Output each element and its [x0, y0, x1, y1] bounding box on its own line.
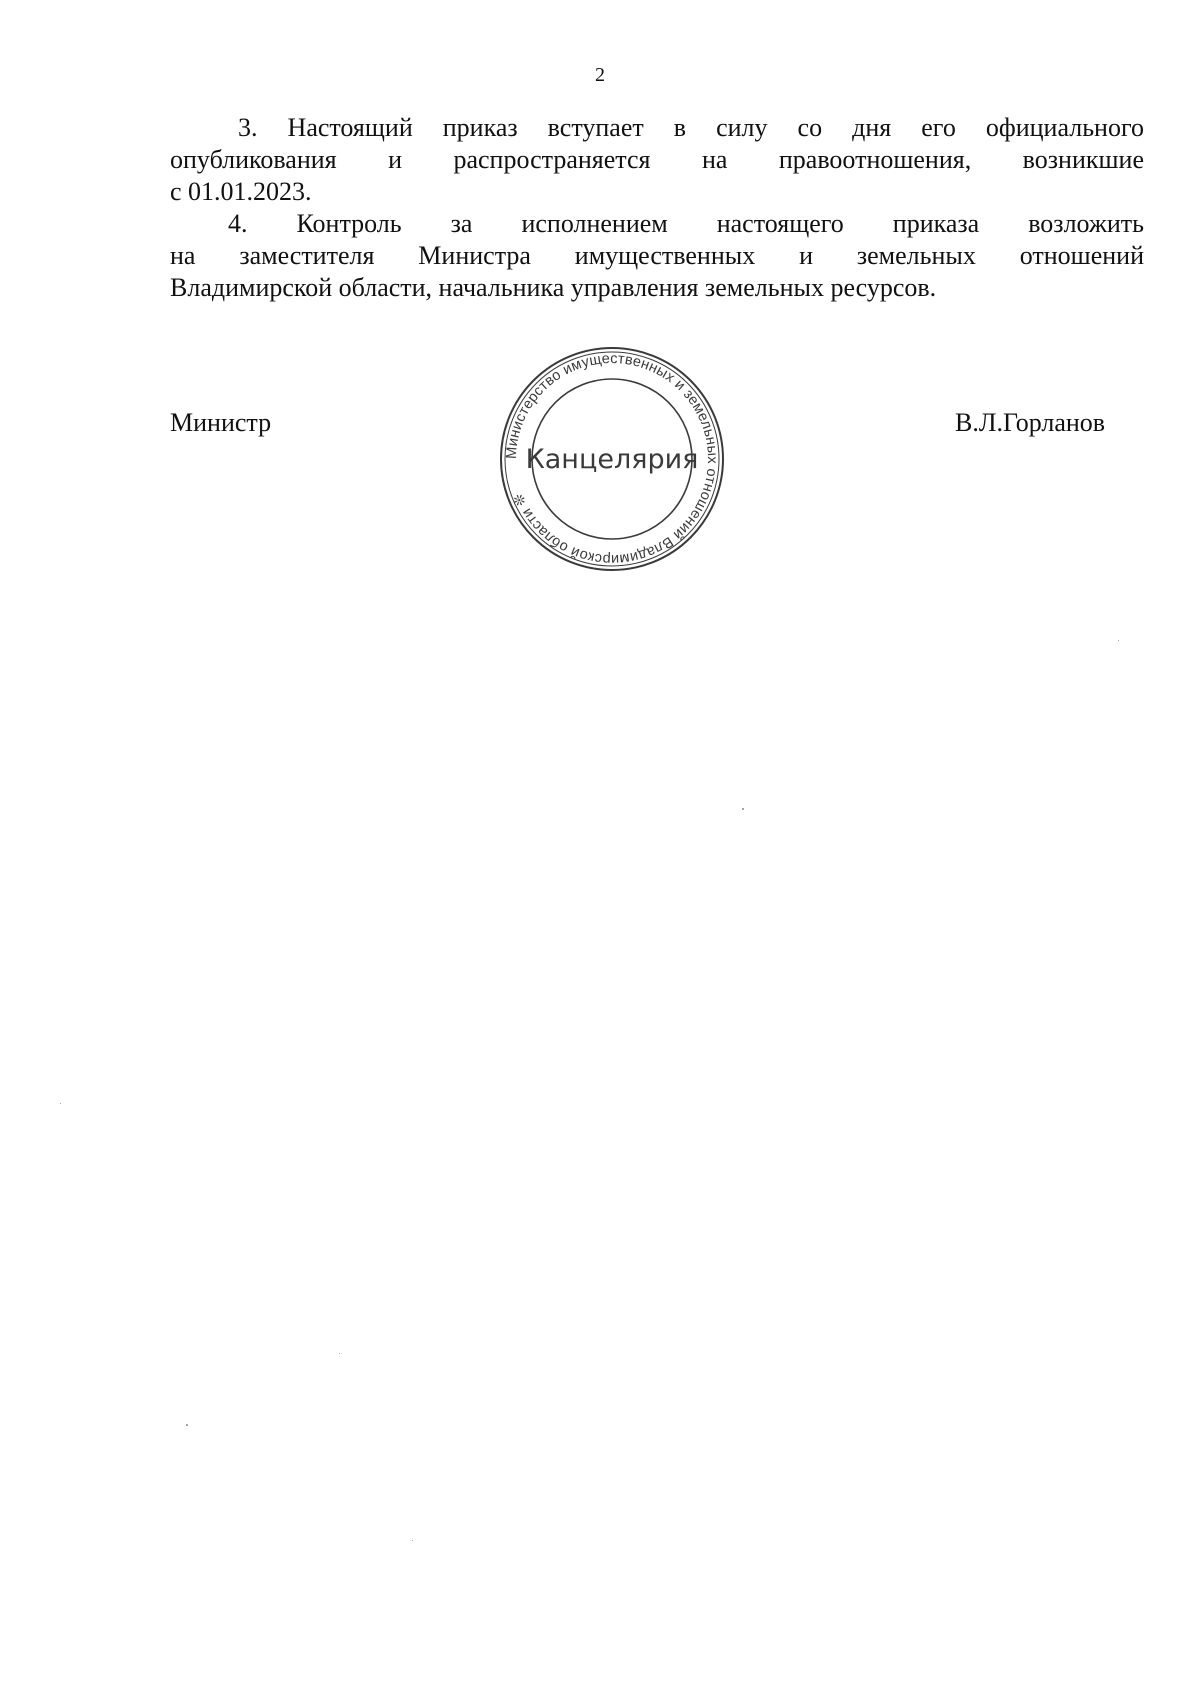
page-number: 2: [595, 64, 605, 86]
signature-name: В.Л.Горланов: [955, 408, 1106, 437]
paragraph-line: на заместителя Министра имущественных и земельных отношений: [170, 241, 1144, 270]
paragraph-4: [170, 208, 1144, 304]
scan-speck: [1118, 640, 1119, 641]
scan-speck: [742, 808, 744, 810]
scan-speck: [412, 1540, 413, 1541]
official-stamp: [496, 346, 728, 572]
paragraph-line: опубликования и распространяется на правоотношения, возникшие: [170, 145, 1144, 174]
stamp-ring-text: Министерство имущественных и земельных отношений Владимирской области ❊: [503, 350, 721, 568]
scan-speck: [186, 1424, 188, 1426]
paragraph-line: с 01.01.2023.: [170, 177, 312, 206]
stamp-center-text: Канцелярия: [525, 444, 699, 475]
signature-role: Министр: [170, 408, 272, 437]
paragraph-line: 3. Настоящий приказ вступает в силу со дня его официального: [238, 113, 1144, 142]
scan-speck: [339, 1353, 340, 1354]
document-body: [170, 112, 1144, 304]
paragraph-line: Владимирской области, начальника управления земельных ресурсов.: [170, 273, 937, 302]
scan-speck: [60, 1103, 61, 1104]
paragraph-3: [170, 112, 1144, 208]
paragraph-line: 4. Контроль за исполнением настоящего приказа возложить: [228, 209, 1144, 238]
